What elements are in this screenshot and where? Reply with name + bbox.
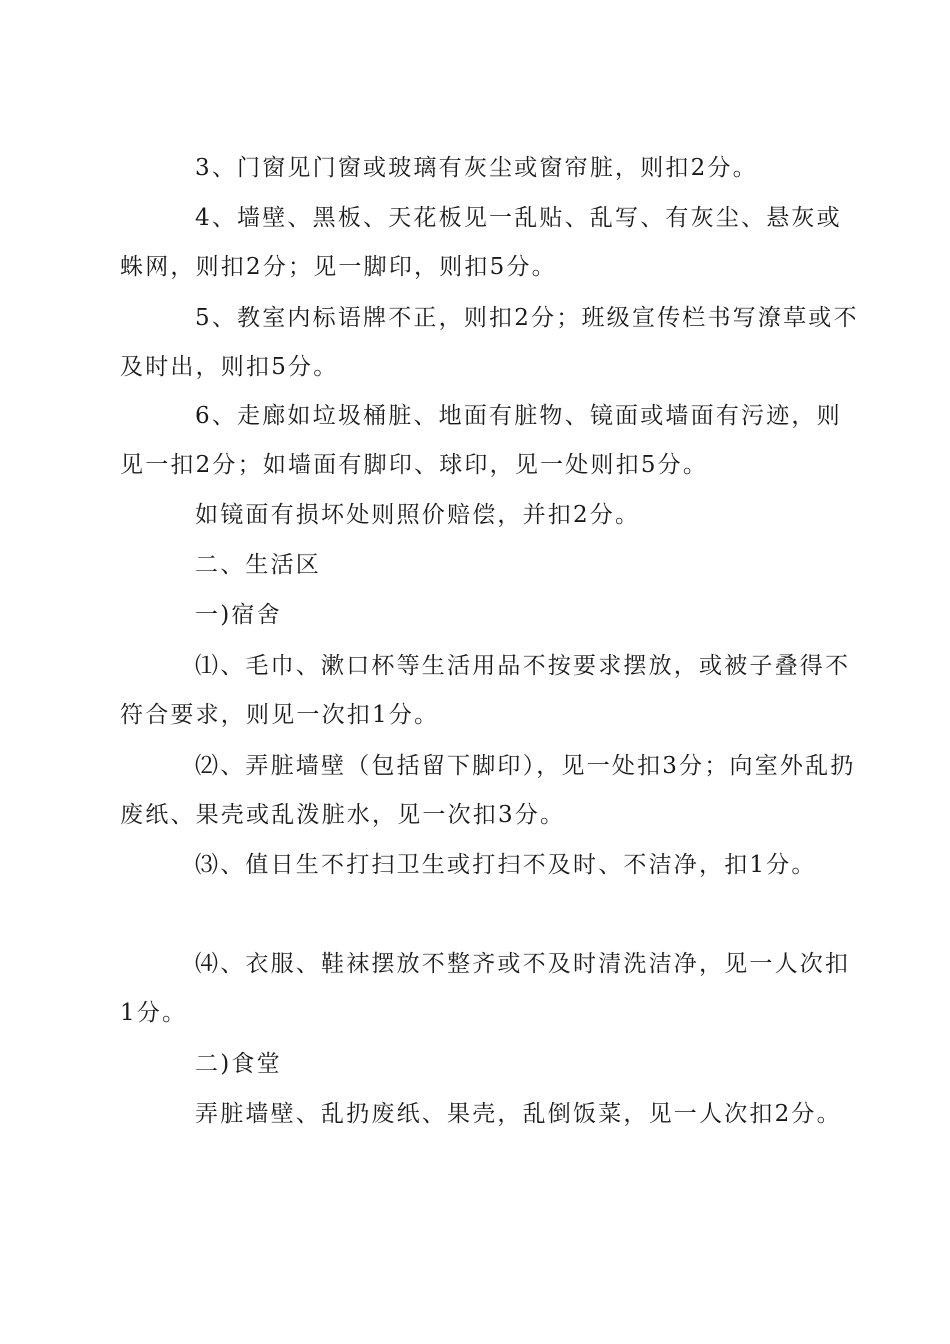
paragraph-mirror-damage: 如镜面有损坏处则照价赔偿，并扣2分。 [195,502,641,528]
subsection-heading-dormitory: 一)宿舍 [195,602,282,628]
subsection-heading-canteen: 二)食堂 [195,1051,282,1077]
paragraph-classroom-signs: 5、教室内标语牌不正，则扣2分；班级宣传栏书写潦草或不及时出，则扣5分。 [120,305,859,380]
paragraph-dorm-item-2: ⑵、弄脏墙壁（包括留下脚印），见一处扣3分；向室外乱扔废纸、果壳或乱泼脏水，见一次扣3分。 [120,753,856,828]
paragraph-dorm-item-1: ⑴、毛巾、漱口杯等生活用品不按要求摆放，或被子叠得不符合要求，则见一次扣1分。 [120,653,851,728]
paragraph-dorm-item-4: ⑷、衣服、鞋袜摆放不整齐或不及时清洗洁净，见一人次扣1分。 [120,951,851,1026]
paragraph-canteen: 弄脏墙壁、乱扔废纸、果壳，乱倒饭菜，见一人次扣2分。 [195,1101,842,1127]
section-heading-living-area: 二、生活区 [195,552,321,578]
paragraph-corridor: 6、走廊如垃圾桶脏、地面有脏物、镜面或墙面有污迹，则见一扣2分；如墙面有脚印、球印，见一处则扣5分。 [120,403,842,478]
paragraph-doors-windows: 3、门窗见门窗或玻璃有灰尘或窗帘脏，则扣2分。 [195,155,758,181]
paragraph-walls-blackboard: 4、墙壁、黑板、天花板见一乱贴、乱写、有灰尘、悬灰或蛛网，则扣2分；见一脚印，则扣5分。 [120,205,842,280]
paragraph-dorm-item-3: ⑶、值日生不打扫卫生或打扫不及时、不洁净，扣1分。 [195,852,817,878]
